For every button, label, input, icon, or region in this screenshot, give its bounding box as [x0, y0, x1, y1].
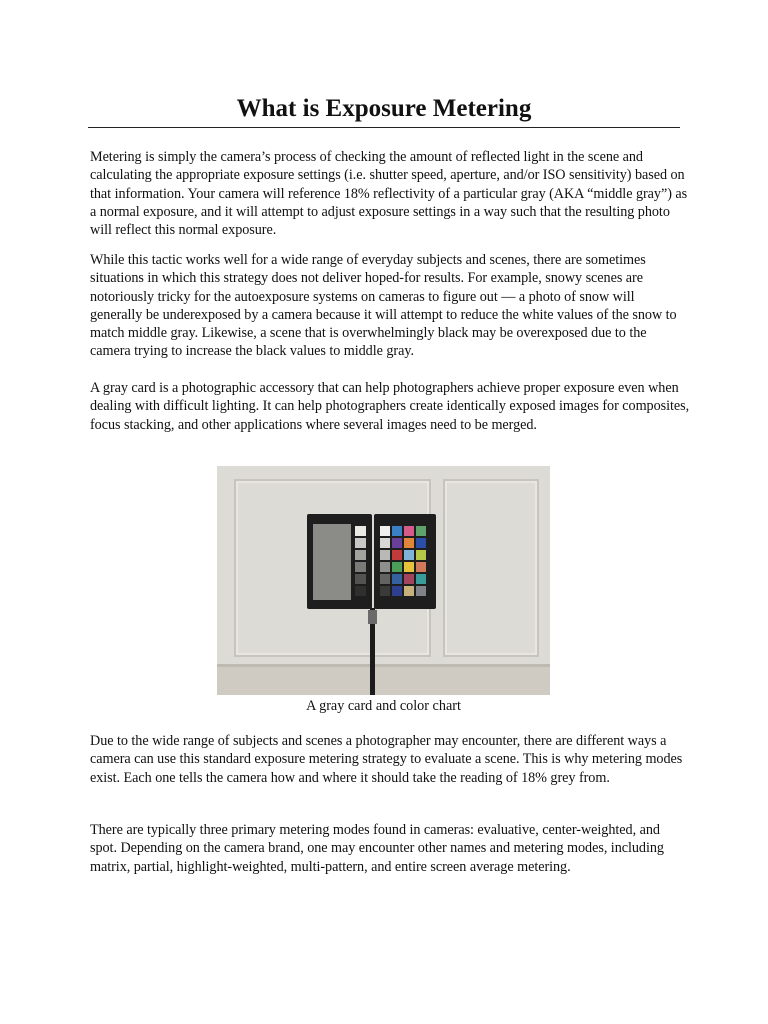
paragraph-tactic-limitations: While this tactic works well for a wide range of everyday subjects and scenes, there are sometimes situations in which this strategy does not deliver hoped-for results. For example, snowy scenes are notoriously tricky for the autoexposure systems on cameras to figure out — a photo of snow will generally be underexposed by a camera because it will attempt to reduce the white values of the snow to match middle gray. Likewise, a scene that is overwhelmingly black may be overexposed due to the camera trying to increase the black values to middle gray. [90, 252, 677, 360]
paragraph-metering-modes: Due to the wide range of subjects and scenes a photographer may encounter, there are different ways a camera can use this standard exposure metering strategy to evaluate a scene. This is why metering modes exist. Each one tells the camera how and where it should take the reading of 18% grey from. [90, 733, 683, 786]
title-divider [88, 127, 680, 128]
gray-card [307, 514, 372, 609]
paragraph-primary-modes: There are typically three primary metering modes found in cameras: evaluative, center-weighted, and spot. Depending on the camera brand, one may encounter other names and metering modes, including matrix, partial, highlight-weighted, multi-pattern, and entire screen average metering. [90, 822, 664, 875]
figure-caption: A gray card and color chart [306, 698, 461, 714]
gray-card-photo [217, 466, 550, 695]
gray-card-illustration [217, 466, 550, 695]
page-title: What is Exposure Metering [236, 95, 532, 122]
paragraph-gray-card: A gray card is a photographic accessory that can help photographers achieve proper exposure even when dealing with difficult lighting. It can help photographers create identically exposed images for composites, focus stacking, and other applications where several images need to be merged. [90, 380, 690, 433]
color-chart [374, 514, 436, 609]
paragraph-metering-definition: Metering is simply the camera’s process of checking the amount of reflected light in the scene and calculating the appropriate exposure settings (i.e. shutter speed, aperture, and/or ISO sensitivity) based on that information. Your camera will reference 18% reflectivity of a particular gray (AKA “middle gray”) as a normal exposure, and it will attempt to adjust exposure settings in a way such that the resulting photo will reflect this normal exposure. [90, 149, 688, 239]
